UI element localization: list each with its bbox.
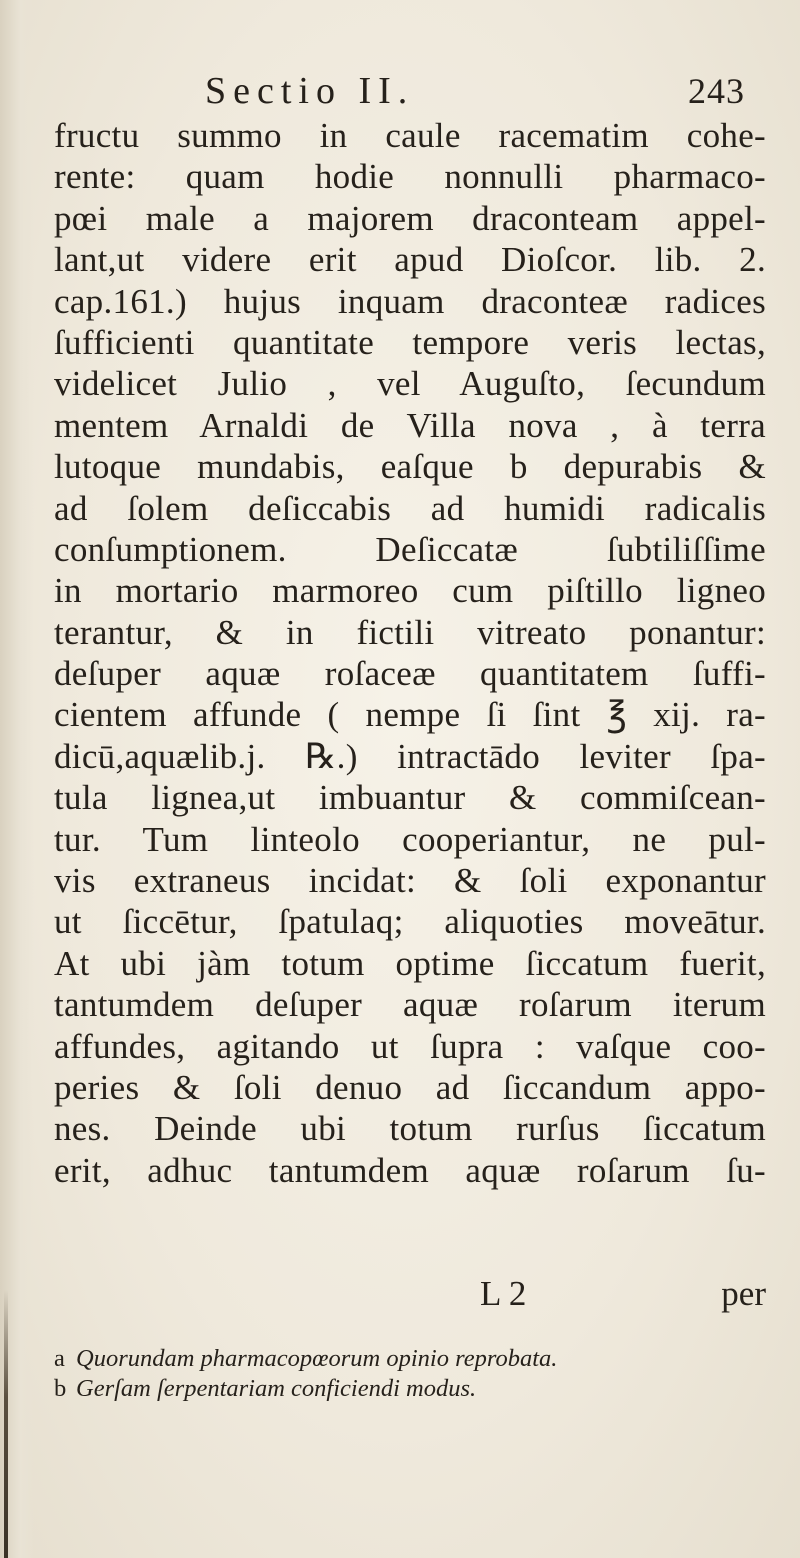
text-line: lutoque mundabis, eaſque b depurabis & <box>54 447 766 487</box>
text-line: affundes, agitando ut ſupra : vaſque coo- <box>54 1026 766 1066</box>
text-line: tur. Tum linteolo cooperiantur, ne pul- <box>54 819 766 859</box>
text-line: fructu summo in caule racematim cohe- <box>54 116 766 155</box>
text-line: cientem affunde ( nempe ſi ſint ℥ xij. ra- <box>54 695 766 735</box>
binding-edge <box>4 1290 8 1558</box>
footnote-text: Gerſam ſerpentariam conficiendi modus. <box>76 1375 477 1402</box>
footnote-mark: a <box>54 1345 65 1372</box>
text-line: vis extraneus incidat: & ſoli exponantur <box>54 861 766 901</box>
footnote-a <box>54 1344 766 1374</box>
text-line: rente: quam hodie nonnulli pharmaco- <box>54 157 766 197</box>
signature-row <box>54 1272 766 1316</box>
text-line: peries & ſoli denuo ad ſiccandum appo- <box>54 1067 766 1107</box>
footnote-mark: b <box>54 1375 67 1402</box>
text-line: tantumdem deſuper aquæ roſarum iterum <box>54 985 766 1025</box>
text-line: lant,ut videre erit apud Dioſcor. lib. 2. <box>54 240 766 280</box>
text-line: dicū,aquælib.j. ℞.) intractādo leviter ſpa- <box>54 736 766 776</box>
text-line: in mortario marmoreo cum piſtillo ligneo <box>54 571 766 611</box>
page-number: 243 <box>688 71 745 111</box>
body-text <box>54 115 766 1191</box>
text-line: erit, adhuc tantumdem aquæ roſarum ſu- <box>54 1150 766 1190</box>
text-line: ut ſiccētur, ſpatulaq; aliquoties moveātur. <box>54 902 766 942</box>
header-title: Sectio II. <box>205 70 415 112</box>
text-line: cap.161.) hujus inquam draconteæ radices <box>54 281 766 321</box>
text-line: deſuper aquæ roſaceæ quantitatem ſuffi- <box>54 654 766 694</box>
running-header <box>205 66 745 116</box>
signature-mark: L 2 <box>480 1274 527 1313</box>
text-line: videlicet Julio , vel Auguſto, ſecundum <box>54 364 766 404</box>
text-line: tula lignea,ut imbuantur & commiſcean- <box>54 778 766 818</box>
catchword: per <box>721 1274 766 1313</box>
text-line: At ubi jàm totum optime ſiccatum fuerit, <box>54 943 766 983</box>
text-line: conſumptionem. Deſiccatæ ſubtiliſſime <box>54 529 766 569</box>
text-line: pœi male a majorem draconteam appel- <box>54 198 766 238</box>
text-line: ſufficienti quantitate tempore veris lectas, <box>54 322 766 362</box>
text-line: nes. Deinde ubi totum rurſus ſiccatum <box>54 1109 766 1149</box>
text-line: terantur, & in fictili vitreato ponantur: <box>54 612 766 652</box>
footnote-b <box>54 1374 766 1404</box>
text-line: mentem Arnaldi de Villa nova , à terra <box>54 405 766 445</box>
footnote-text: Quorundam pharmacopœorum opinio reprobata. <box>76 1345 558 1372</box>
marginal-notes <box>54 1344 766 1404</box>
text-line: ad ſolem deſiccabis ad humidi radicalis <box>54 488 766 528</box>
